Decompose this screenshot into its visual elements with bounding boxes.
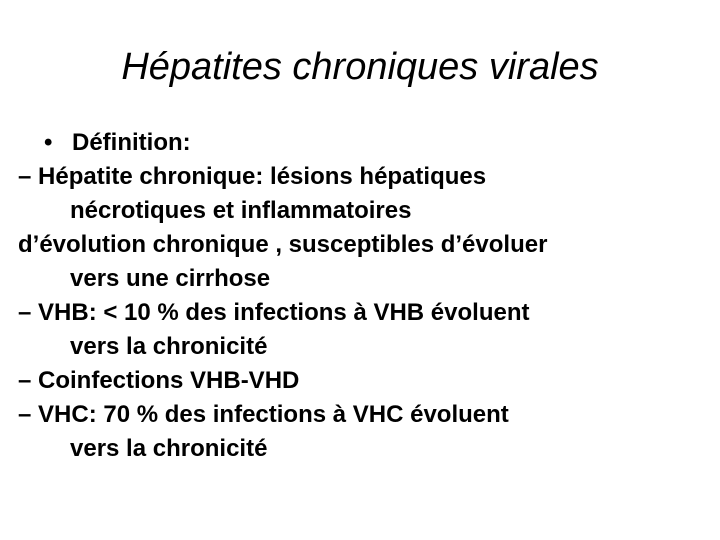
sub-item-continuation: nécrotiques et inflammatoires [70,197,412,224]
bullet-icon: • [44,129,53,156]
slide-title: Hépatites chroniques virales [121,46,599,88]
sub-item-continuation: d’évolution chronique , susceptibles d’évoluer [18,231,548,258]
sub-item-hepatite-chronique: – Hépatite chronique: lésions hépatiques [18,163,487,190]
sub-item-coinfections: – Coinfections VHB-VHD [18,367,300,394]
sub-item-vhb: – VHB: < 10 % des infections à VHB évoluent [18,299,530,326]
sub-item-continuation: vers la chronicité [70,435,268,462]
bullet-definition [0,126,720,160]
sub-item-continuation: vers une cirrhose [70,265,271,292]
slide-body [0,126,720,466]
definition-label: Définition: [72,129,191,156]
sub-item-continuation: vers la chronicité [70,333,268,360]
sub-item-vhc: – VHC: 70 % des infections à VHC évoluent [18,401,509,428]
